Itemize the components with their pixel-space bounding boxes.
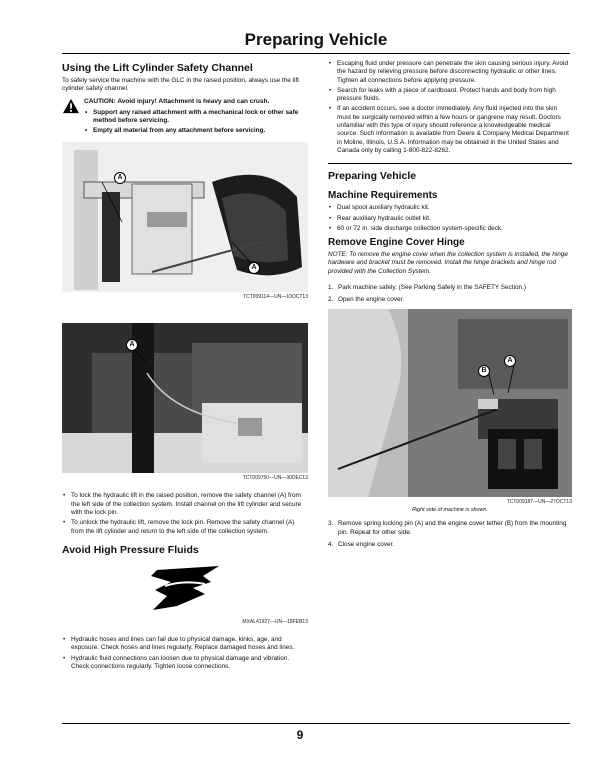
section-heading: Preparing Vehicle xyxy=(328,170,417,183)
fluid-item: • Search for leaks with a piece of cardboard. Protect hands and body from high pressure fluids. xyxy=(328,87,572,104)
caution-title: CAUTION: Avoid injury! Attachment is heavy and can crush. xyxy=(84,97,270,105)
page-title: Preparing Vehicle xyxy=(62,30,570,54)
figure-reference: TCT009750—UN—30DEC13 xyxy=(242,475,308,482)
callout-a: A xyxy=(114,172,126,184)
lift-cylinder-installed-photo xyxy=(62,323,308,473)
callout-a: A xyxy=(248,262,260,274)
lift-channel-heading: Using the Lift Cylinder Safety Channel xyxy=(62,62,253,74)
lift-cylinder-illustration xyxy=(62,142,308,292)
warning-triangle-icon xyxy=(62,98,80,114)
caution-item: • Support any raised attachment with a mechanical lock or other safe method before servicing. xyxy=(84,109,308,126)
footer-rule xyxy=(62,723,570,724)
hinge-note: NOTE: To remove the engine cover when the collection system is installed, the hinge hardware and bracket must be removed. Install the hinge brackets and hinge rod provided with the Collection System. xyxy=(328,251,568,275)
hinge-step: 1. Park machine safely. (See Parking Safely in the SAFETY Section.) xyxy=(328,284,527,292)
fluids-heading: Avoid High Pressure Fluids xyxy=(62,543,199,556)
machine-requirements-heading: Machine Requirements xyxy=(328,190,438,202)
callout-b: B xyxy=(478,365,490,377)
fluid-item: • If an accident occurs, see a doctor immediately. Any fluid injected into the skin must be surgically removed within a few hours or gangrene may result. Doctors unfamiliar with this type of injury should reference a knowledgeable medical source. Such information is available from Deere & Company Medical Department in Moline, Illinois, U.S.A. Information may be obtained in the United States and Canada only by calling 1-800-822-8262. xyxy=(328,105,572,155)
figure-caption: Right side of machine is shown. xyxy=(412,506,488,513)
requirement-item: • Dual spool auxiliary hydraulic kit. xyxy=(328,204,572,212)
hinge-step: 3. Remove spring locking pin (A) and the engine cover tether (B) from the mounting pin. Repeat for other side. xyxy=(328,520,567,536)
callout-a: A xyxy=(126,339,138,351)
figure-reference: TCT009114—UN—10OCT13 xyxy=(243,293,308,300)
section-divider xyxy=(328,163,572,164)
page-number: 9 xyxy=(296,728,304,742)
requirement-item: • Rear auxiliary hydraulic outlet kit. xyxy=(328,215,572,223)
engine-cover-hinge-photo xyxy=(328,309,572,497)
lift-step: • To unlock the hydraulic lift, remove the lock pin. Remove the safety channel (A) from the lift cylinder and return to the left side of the collection system. xyxy=(62,519,308,536)
engine-cover-hinge-illustration xyxy=(328,309,572,497)
hinge-step: 4. Close engine cover. xyxy=(328,540,395,548)
caution-item: • Empty all material from any attachment before servicing. xyxy=(84,127,308,135)
requirement-item: • 60 or 72 in. side discharge collection system-specific deck. xyxy=(328,225,572,233)
caution-block xyxy=(62,98,308,138)
callout-a: A xyxy=(504,355,516,367)
lift-channel-intro: To safely service the machine with the GLC in the raised position, always use the lift cylinder safety channel. xyxy=(62,77,299,93)
lift-step: • To lock the hydraulic lift in the raised position, remove the safety channel (A) from the left side of the collection system. Install channel on the lift cylinder and secure with the lock pin. xyxy=(62,492,308,517)
fluid-item: • Hydraulic fluid connections can loosen due to physical damage and vibration. Check connections regularly. Tighten loose connections. xyxy=(62,655,308,672)
fluid-item: • Escaping fluid under pressure can penetrate the skin causing serious injury. Avoid the hazard by relieving pressure before disconnecting hydraulic or other lines. Tighten all connections before applying pressure. xyxy=(328,60,572,85)
figure-reference: MXAL41927—UN—18FEB13 xyxy=(242,618,308,625)
high-pressure-hazard-icon xyxy=(145,566,225,612)
lift-cylinder-installed-illustration xyxy=(62,323,308,473)
figure-reference: TCT009187—UN—27OCT13 xyxy=(506,498,572,505)
lift-cylinder-photo xyxy=(62,142,308,292)
left-column xyxy=(62,60,308,673)
right-column xyxy=(328,60,572,553)
fluid-item: • Hydraulic hoses and lines can fail due to physical damage, kinks, age, and exposure. Check hoses and lines regularly. Replace damaged hoses and lines. xyxy=(62,636,308,653)
hinge-step: 2. Open the engine cover. xyxy=(328,296,405,304)
remove-hinge-heading: Remove Engine Cover Hinge xyxy=(328,237,465,249)
